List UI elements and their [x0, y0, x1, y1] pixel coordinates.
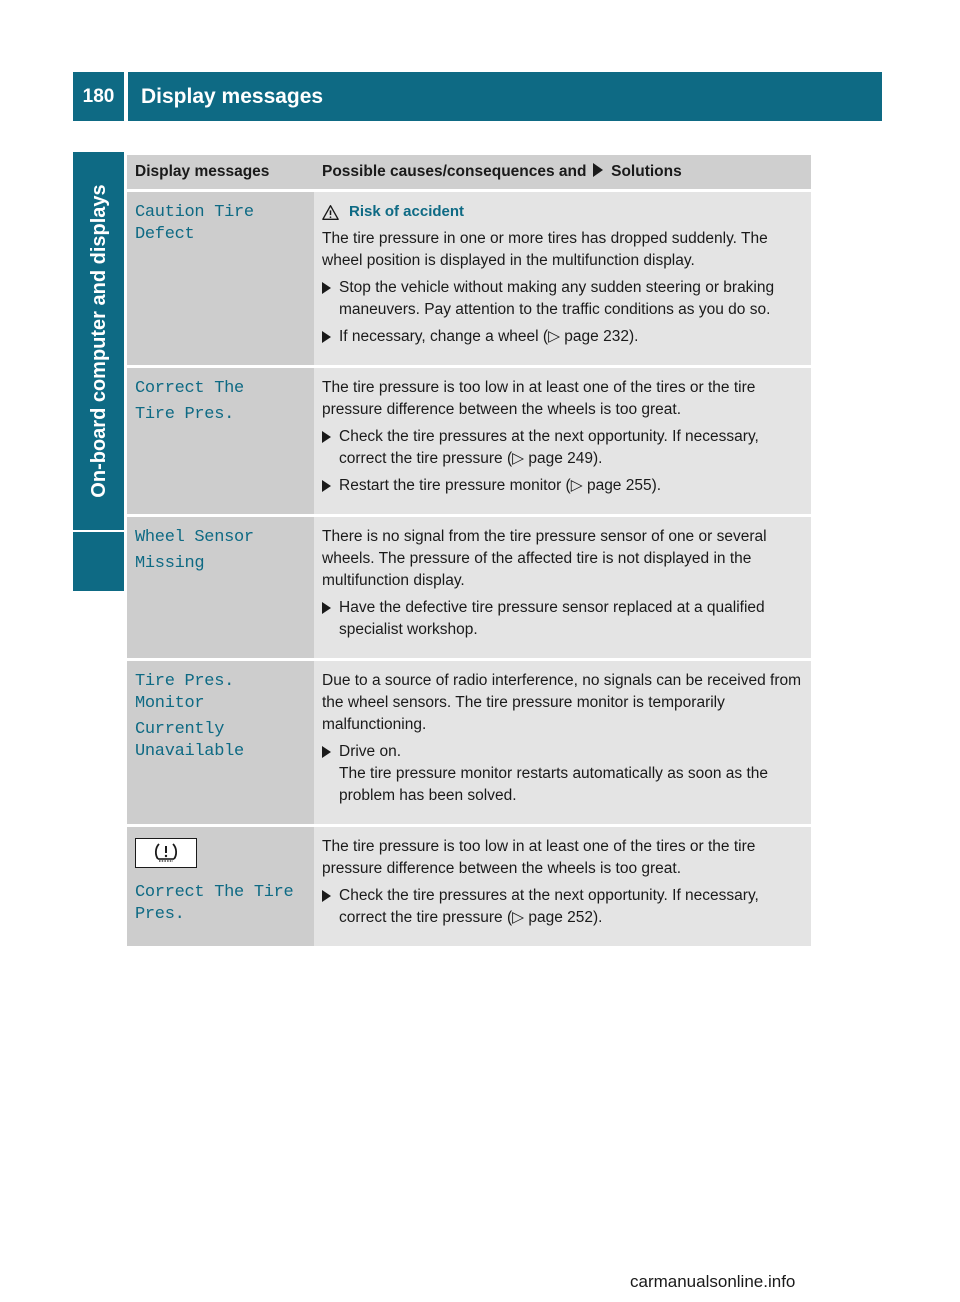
watermark: carmanualsonline.info	[630, 1272, 796, 1291]
step-arrow-icon	[322, 282, 331, 294]
message-line: Correct The Tire	[135, 883, 294, 902]
description: The tire pressure is too low in at least one of the tires or the tire pressure difference between the wheels is too great.	[322, 838, 756, 877]
step-text: Check the tire pressures at the next opportunity. If necessary, correct the tire pressure (▷ page 249).	[339, 428, 759, 467]
section-tab-marker	[73, 532, 124, 591]
step-arrow-icon	[322, 331, 331, 343]
message-line: Caution Tire Defect	[135, 203, 254, 244]
table-row	[127, 367, 811, 516]
description: There is no signal from the tire pressure sensor of one or several wheels. The pressure of the affected tire is not displayed in the multifunction display.	[322, 528, 767, 589]
step-text: If necessary, change a wheel (▷ page 232).	[339, 328, 639, 345]
message-line: Tire Pres.	[135, 405, 235, 424]
step-arrow-icon	[322, 431, 331, 443]
table-row	[127, 516, 811, 660]
step-arrow-icon	[322, 480, 331, 492]
solution-cell	[314, 191, 811, 367]
solution-cell	[314, 826, 811, 947]
message-line: Unavailable	[135, 742, 244, 761]
solution-cell	[314, 516, 811, 660]
step-text: Check the tire pressures at the next opportunity. If necessary, correct the tire pressure (▷ page 252).	[339, 887, 759, 926]
step-item	[322, 475, 803, 497]
description: Due to a source of radio interference, no signals can be received from the wheel sensors. The tire pressure monitor is temporarily malfunctioning.	[322, 672, 802, 733]
col-display-messages-header: Display messages	[127, 155, 314, 191]
step-arrow-icon	[322, 602, 331, 614]
message-cell	[127, 826, 314, 947]
table-row	[127, 826, 811, 947]
solution-cell	[314, 660, 811, 826]
step-item	[322, 597, 803, 641]
message-cell	[127, 367, 314, 516]
step-note: The tire pressure monitor restarts automatically as soon as the problem has been solved.	[339, 765, 769, 804]
page-title: Display messages	[128, 72, 882, 121]
step-text: Stop the vehicle without making any sudden steering or braking maneuvers. Pay attention to the traffic conditions as you do so.	[339, 279, 775, 318]
description: The tire pressure is too low in at least one of the tires or the tire pressure difference between the wheels is too great.	[322, 379, 756, 418]
step-arrow-icon	[322, 890, 331, 902]
message-cell	[127, 191, 314, 367]
table-header-row	[127, 155, 811, 191]
message-line: Missing	[135, 554, 205, 573]
warning-triangle-icon	[322, 204, 339, 221]
tire-pressure-warning-icon	[152, 841, 180, 865]
step-text: Drive on.	[339, 743, 402, 760]
display-messages-table	[127, 155, 811, 946]
section-title: On-board computer and displays	[87, 184, 110, 498]
message-line: Pres.	[135, 905, 185, 924]
message-cell	[127, 660, 314, 826]
step-item	[322, 741, 803, 807]
page-number: 180	[73, 72, 124, 121]
warning-heading	[322, 201, 803, 223]
step-item	[322, 326, 803, 348]
step-item	[322, 885, 803, 929]
message-line: Tire Pres. Monitor	[135, 672, 235, 713]
step-text: Restart the tire pressure monitor (▷ page 255).	[339, 477, 662, 494]
description: The tire pressure in one or more tires has dropped suddenly. The wheel position is displayed in the multifunction display.	[322, 230, 768, 269]
table-row	[127, 191, 811, 367]
tire-pressure-display-box	[135, 838, 197, 868]
table-row	[127, 660, 811, 826]
message-line: Wheel Sensor	[135, 528, 254, 547]
col-solutions-header	[314, 155, 811, 191]
step-text: Have the defective tire pressure sensor replaced at a qualified specialist workshop.	[339, 599, 765, 638]
step-arrow-icon	[322, 746, 331, 758]
step-item	[322, 426, 803, 470]
message-line: Correct The	[135, 379, 244, 398]
message-cell	[127, 516, 314, 660]
warning-title: Risk of accident	[349, 203, 465, 220]
solution-cell	[314, 367, 811, 516]
arrow-right-icon	[593, 163, 603, 177]
message-line: Currently	[135, 720, 225, 739]
col2-header-text: Possible causes/consequences and	[322, 163, 587, 180]
step-item	[322, 277, 803, 321]
col2-header-text-2: Solutions	[611, 163, 682, 180]
